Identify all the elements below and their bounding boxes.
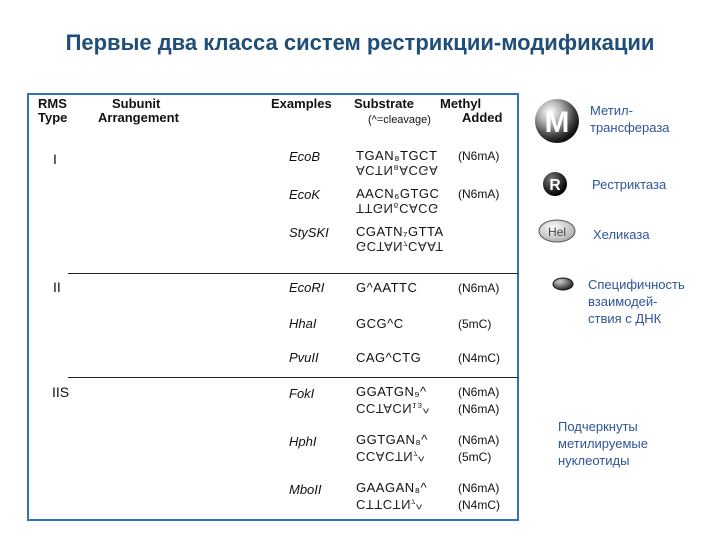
substrate-bottom: CTTCTN₇^ [356,497,423,512]
substrate-bottom: GCTAN₇CAAT [356,239,444,254]
class-label: II [53,279,61,295]
example-name: StySKI [289,225,329,240]
substrate-bottom: CCACTN₇^ [356,449,425,464]
example-name: FokI [289,386,315,401]
substrate-top: GCG^C [356,316,404,331]
substrate-top: GGTGAN₈^ [356,432,428,447]
header-cleavage: (^=cleavage) [368,114,431,126]
substrate-top: CGATN₇GTTA [356,224,444,239]
example-name: EcoK [289,187,321,202]
substrate-bottom: ACTN₈ACGA [356,163,439,178]
divider-1 [68,273,518,274]
methyltransferase-label: M [544,106,570,139]
substrate-top: TGAN₈TGCT [356,148,438,163]
header-rms: RMS Type [38,96,68,125]
methyl-added: (N4mC) [458,498,501,512]
legend-methyltransferase: Метил- трансфераза [590,103,670,135]
substrate-top: G^AATTC [356,280,418,295]
methyl-added: (N6mA) [458,433,500,447]
methyl-added: (N6mA) [458,481,500,495]
substrate-top: AACN₆GTGC [356,186,440,201]
methyl-added: (5mC) [458,317,492,331]
methyl-added: (N4mC) [458,351,501,365]
example-name: PvuII [289,350,319,365]
substrate-top: CAG^CTG [356,350,422,365]
substrate-bottom: CCTACN₁₃^ [356,401,430,416]
page-title: Первые два класса систем рестрикции-модификации [65,30,655,55]
legend-restrictase: Рестриктаза [592,177,667,192]
methyl-added: (N6mA) [458,385,500,399]
example-name: EcoB [289,149,321,164]
class-label: I [53,151,57,167]
example-name: HphI [289,434,317,449]
header-methyl: Methyl Added [440,96,503,125]
helicase-label: Hel [547,225,567,239]
divider-2 [68,377,518,378]
restrictase-label: R [549,177,561,194]
methyl-added: (N6mA) [458,402,500,416]
legend-helicase: Хеликаза [593,227,650,242]
rms-table-panel [27,93,519,521]
header-examples: Examples [271,96,332,111]
example-name: HhaI [289,316,317,331]
substrate-bottom: TTGN₆CACG [356,201,439,216]
example-name: EcoRI [289,280,325,295]
methyl-added: (N6mA) [458,149,500,163]
legend-note: Подчеркнуты метилируемые нуклеотиды [558,419,648,468]
methyl-added: (N6mA) [458,281,500,295]
specificity-subunit [553,278,573,290]
methyl-added: (N6mA) [458,187,500,201]
methyl-added: (5mC) [458,450,492,464]
substrate-top: GGATGN₉^ [356,384,427,399]
header-substrate: Substrate [354,96,414,111]
example-name: MboII [289,482,322,497]
class-label: IIS [52,384,70,400]
legend-specificity: Специфичность взаимодей- ствия с ДНК [588,277,685,326]
header-subunit: Subunit Arrangement [98,96,179,125]
substrate-top: GAAGAN₈^ [356,480,428,495]
